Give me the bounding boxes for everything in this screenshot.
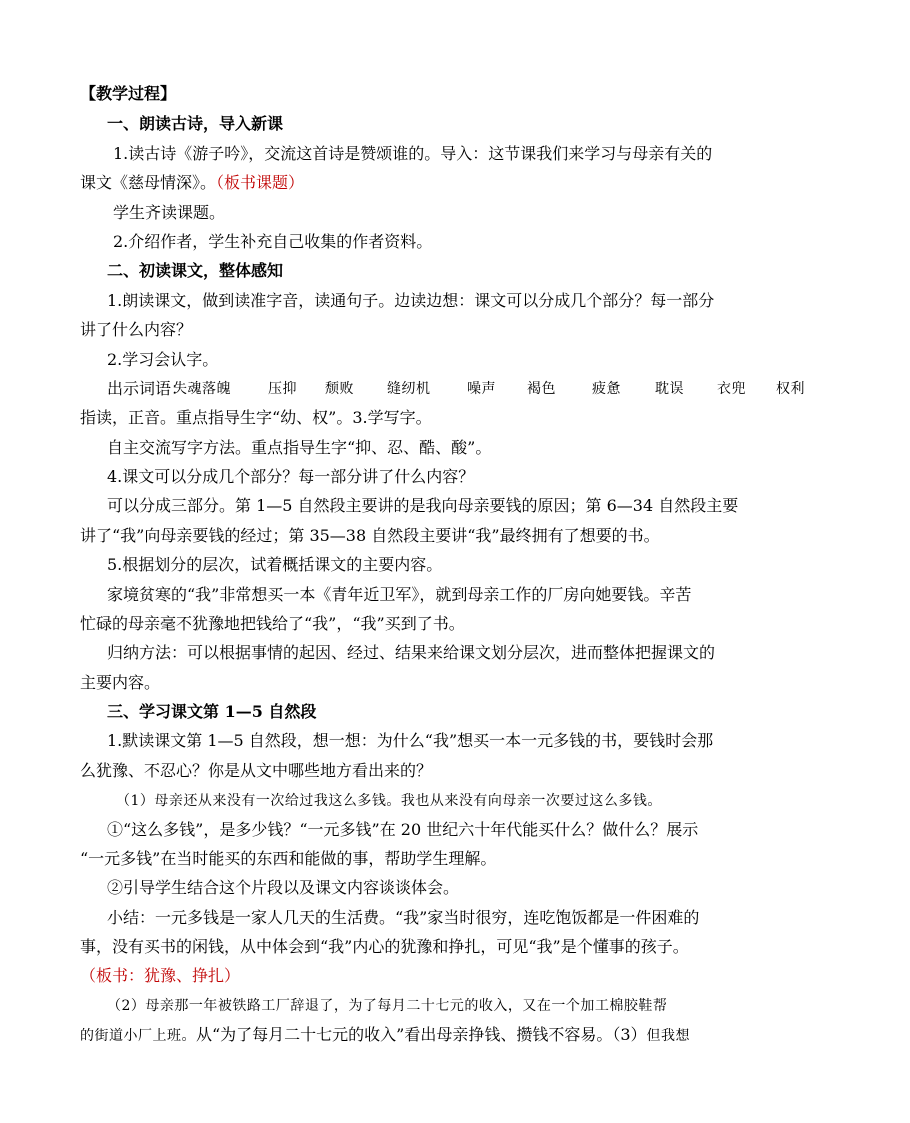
paragraph: ①“这么多钱”，是多少钱？“一元多钱”在 20 世纪六十年代能买什么？做什么？展示 — [107, 820, 699, 839]
paragraph: 归纳方法：可以根据事情的起因、经过、结果来给课文划分层次，进而整体把握课文的 — [107, 643, 716, 662]
paragraph: 自主交流写字方法。重点指导生字“抑、忍、酷、酸”。 — [107, 438, 492, 457]
word: 压抑 — [268, 381, 297, 397]
section-3-title: 三、学习课文第 1—5 自然段 — [107, 702, 317, 721]
paragraph: 2.介绍作者，学生补充自己收集的作者资料。 — [113, 232, 433, 251]
paragraph: 4.课文可以分成几个部分？每一部分讲了什么内容？ — [107, 467, 475, 486]
board-note: （板书：犹豫、挣扎） — [80, 966, 241, 985]
paragraph: 2.学习会认字。 — [107, 350, 219, 369]
quoted-sentence: （2）母亲那一年被铁路工厂辞退了，为了每月二十七元的收入，又在一个加工棉胶鞋帮 — [107, 998, 668, 1014]
paragraph: 1.朗读课文，做到读准字音，读通句子。边读边想：课文可以分成几个部分？每一部分 — [107, 291, 715, 310]
paragraph: 指读，正音。重点指导生字“幼、权”。3.学写字。 — [80, 408, 432, 427]
word: 失魂落魄 — [173, 381, 231, 397]
paragraph: ②引导学生结合这个片段以及课文内容谈谈体会。 — [107, 878, 460, 897]
word: 缝纫机 — [387, 381, 431, 397]
word: 褐色 — [527, 381, 556, 397]
paragraph: 可以分成三部分。第 1—5 自然段主要讲的是我向母亲要钱的原因；第 6—34 自然段主要 — [107, 496, 739, 515]
paragraph: 讲了什么内容？ — [80, 320, 193, 339]
paragraph: 家境贫寒的“我”非常想买一本《青年近卫军》，就到母亲工作的厂房向她要钱。辛苦 — [107, 585, 692, 604]
paragraph: 1.默读课文第 1—5 自然段，想一想：为什么“我”想买一本一元多钱的书，要钱时会那 — [107, 731, 714, 750]
paragraph: 5.根据划分的层次，试着概括课文的主要内容。 — [107, 555, 443, 574]
paragraph: 的街道小厂上班。从“为了每月二十七元的收入”看出母亲挣钱、攒钱不容易。（3）但我想 — [80, 1025, 691, 1044]
paragraph: 讲了“我”向母亲要钱的经过；第 35—38 自然段主要讲“我”最终拥有了想要的书。 — [80, 526, 660, 545]
section-2-title: 二、初读课文，整体感知 — [107, 261, 284, 280]
word: 颓败 — [325, 381, 354, 397]
paragraph: 么犹豫、不忍心？你是从文中哪些地方看出来的？ — [80, 761, 433, 780]
paragraph: 事，没有买书的闲钱，从中体会到“我”内心的犹豫和挣扎，可见“我”是个懂事的孩子。 — [80, 937, 689, 956]
board-note: （板书课题） — [216, 173, 305, 192]
word: 噪声 — [467, 381, 496, 397]
paragraph: 课文《慈母情深》。（板书课题） — [80, 173, 305, 192]
paragraph: 学生齐读课题。 — [113, 203, 226, 222]
section-1-title: 一、朗读古诗，导入新课 — [107, 114, 284, 133]
paragraph: 1.读古诗《游子吟》，交流这首诗是赞颂谁的。导入：这节课我们来学习与母亲有关的 — [113, 144, 713, 163]
vocabulary-line: 出示词语： 失魂落魄 压抑 颓败 缝纫机 噪声 褐色 疲惫 耽误 衣兜 权利 — [107, 379, 805, 398]
paragraph: 小结：一元多钱是一家人几天的生活费。“我”家当时很穷，连吃饱饭都是一件困难的 — [107, 908, 700, 927]
quoted-sentence: （1）母亲还从来没有一次给过我这么多钱。我也从来没有向母亲一次要过这么多钱。 — [116, 793, 662, 809]
word: 权利 — [776, 381, 805, 397]
word: 耽误 — [655, 381, 684, 397]
word: 衣兜 — [717, 381, 746, 397]
section-heading: 【教学过程】 — [80, 84, 177, 103]
paragraph: “一元多钱”在当时能买的东西和能做的事，帮助学生理解。 — [80, 849, 497, 868]
word: 疲惫 — [592, 381, 621, 397]
paragraph: 忙碌的母亲毫不犹豫地把钱给了“我”，“我”买到了书。 — [80, 614, 465, 633]
paragraph: 主要内容。 — [80, 673, 161, 692]
